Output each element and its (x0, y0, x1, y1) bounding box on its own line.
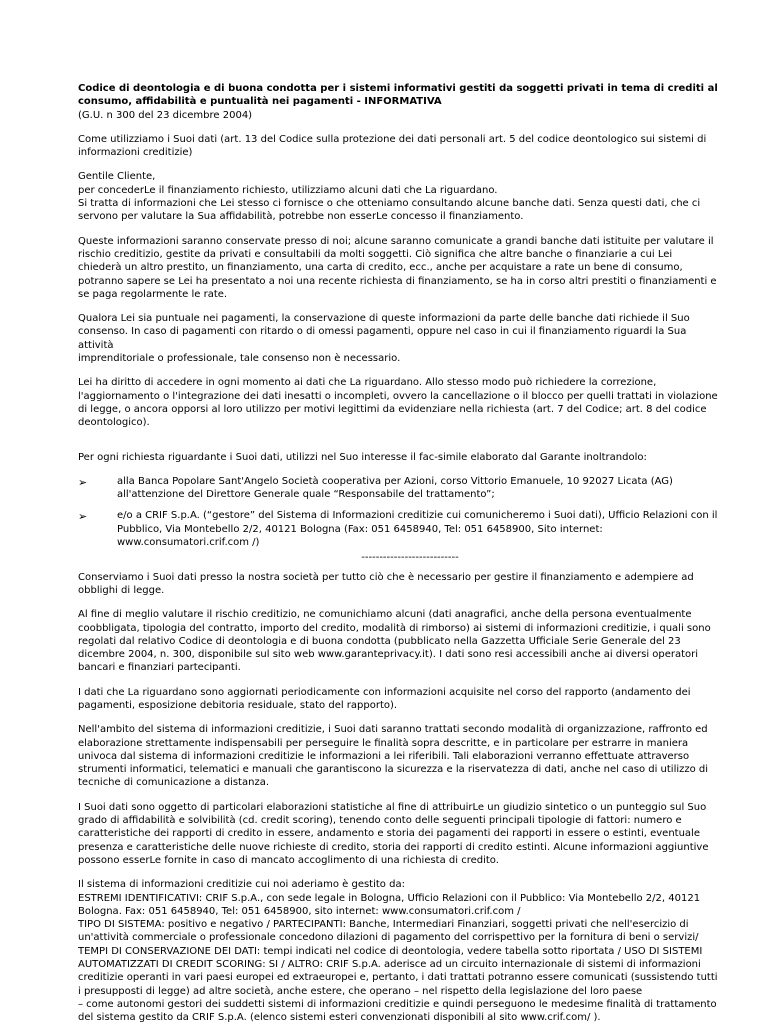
recipient-crif: e/o a CRIF S.p.A. (“gestore” del Sistema di Informazioni creditizie cui comunicheremo i Suoi dati), Ufficio Relazioni con il Pubblico, Via Montebello 2/2, 40121 Bologna (Fax: 051 6458940, Tel: 051 6458900, Sito internet: www.consumatori.crif.com /) (117, 510, 718, 549)
list-item (78, 475, 718, 502)
paragraph-retention: Conserviamo i Suoi dati presso la nostra società per tutto ciò che è necessario per gestire il finanziamento e adempiere ad obblighi di legge. (78, 571, 694, 596)
recipient-bank: alla Banca Popolare Sant'Angelo Società cooperativa per Azioni, corso Vittorio Emanuele, 10 92027 Licata (AG) all'attenzione del Direttore Generale quale “Responsabile del trattamento”; (117, 475, 673, 501)
gazzetta-reference: (G.U. n 300 del 23 dicembre 2004) (78, 109, 253, 121)
arrow-bullet-icon: ➢ (78, 510, 88, 524)
paragraph-data-usage: Come utilizziamo i Suoi dati (art. 13 del Codice sulla protezione dei dati personali art. 5 del codice deontologico sui sistemi di informazioni creditizie) (78, 133, 707, 159)
recipient-list (78, 475, 718, 549)
paragraph-crif-system: Il sistema di informazioni creditizie cui noi aderiamo è gestito da: ESTREMI IDENTIFICATIVI: CRIF S.p.A., con sede legale in Bologna, Ufficio Relazioni con il Pubblico: Via Montebello 2/2, 40121 Bologna. Fax: 051 6458940, Tel: 051 6458900, sito internet: www.consumatori.crif.com / TIPO DI SISTEMA: positivo e negativo / PARTECIPANTI: Banche, Intermediari Finanziari, soggetti privati che nell'esercizio di un'attività commerciale o professionale concedono dilazioni di pagamento del corrispettivo per la fornitura di beni o servizi/ TEMPI DI CONSERVAZIONE DEI DATI: tempi indicati nel codice di deontologia, vedere tabella sotto riportata / USO DI SISTEMI AUTOMATIZZATI DI CREDIT SCORING: SI / ALTRO: CRIF S.p.A. aderisce ad un circuito internazionale di sistemi di informazioni creditizie operanti in vari paesi europei ed extraeuropei e, pertanto, i dati trattati potranno essere comunicati (sussistendo tutti i presupposti di legge) ad altre società, anche estere, che operano – nel rispetto della legislazione del loro paese – come autonomi gestori dei suddetti sistemi di informazioni creditizie e quindi perseguono le medesime finalità di trattamento del sistema gestito da CRIF S.p.A. (elenco sistemi esteri convenzionati disponibili al sito www.crif.com/ ). (78, 879, 718, 1024)
paragraph-consent: Qualora Lei sia puntuale nei pagamenti, la conservazione di queste informazioni da parte delle banche dati richiede il Suo consenso. In caso di pagamenti con ritardo o di omessi pagamenti, oppure nel caso in cui il finanziamento riguardi la Sua attività imprenditoriale o professionale, tale consenso non è necessario. (78, 313, 690, 365)
paragraph-processing: Nell'ambito del sistema di informazioni creditizie, i Suoi dati saranno trattati secondo modalità di organizzazione, raffronto ed elaborazione strettamente indispensabili per perseguire le finalità sopra descritte, e in particolare per estrarre in maniera univoca dal sistema di informazioni creditizie le informazioni a lei riferibili. Tali elaborazioni verranno effettuate attraverso strumenti informatici, telematici e manuali che garantiscono la sicurezza e la riservatezza di dati, anche nel caso di utilizzo di tecniche di comunicazione a distanza. (78, 724, 709, 789)
paragraph-greeting: Gentile Cliente, per concederLe il finanziamento richiesto, utilizziamo alcuni dati che La riguardano. Si tratta di informazioni che Lei stesso ci fornisce o che otteniamo consultando alcune banche dati. Senza questi dati, che ci servono per valutare la Sua affidabilità, potrebbe non esserLe concesso il finanziamento. (78, 171, 701, 223)
paragraph-credit-risk: Al fine di meglio valutare il rischio creditizio, ne comunichiamo alcuni (dati anagrafici, anche della persona eventualmente coobbligata, tipologia del contratto, importo del credito, modalità di rimborso) ai sistemi di informazioni creditizie, i quali sono regolati dal relativo Codice di deontologia e di buona condotta (pubblicato nella Gazzetta Ufficiale Serie Generale del 23 dicembre 2004, n. 300, disponibile sul sito web www.garanteprivacy.it). I dati sono resi accessibili anche ai diversi operatori bancari e finanziari partecipanti. (78, 609, 711, 674)
informativa-document (78, 82, 718, 1036)
paragraph-rights: Lei ha diritto di accedere in ogni momento ai dati che La riguardano. Allo stesso modo può richiedere la correzione, l'aggiornamento o l'integrazione dei dati inesatti o incompleti, ovvero la cancellazione o il blocco per quelli trattati in violazione di legge, o ancora opporsi al loro utilizzo per motivi legittimi da evidenziare nella richiesta (art. 7 del Codice; art. 8 del codice deontologico). (78, 377, 718, 429)
separator-line: --------------------------- (361, 552, 459, 564)
paragraph-data-storage: Queste informazioni saranno conservate presso di noi; alcune saranno comunicate a grandi banche dati istituite per valutare il rischio creditizio, gestite da privati e consultabili da molti soggetti. Ciò significa che altre banche o finanziarie a cui Lei chiederà un altro prestito, un finanziamento, una carta di credito, ecc., anche per acquistare a rate un bene di consumo, potranno sapere se Lei ha presentato a noi una recente richiesta di finanziamento, se ha in corso altri prestiti o finanziamenti e se paga regolarmente le rate. (78, 235, 717, 300)
document-title: Codice di deontologia e di buona condotta per i sistemi informativi gestiti da soggetti privati in tema di crediti al consumo, affidabilità e puntualità nei pagamenti - INFORMATIVA (78, 83, 718, 108)
list-item (78, 509, 718, 549)
arrow-bullet-icon: ➢ (78, 475, 88, 489)
document-header (78, 82, 718, 122)
paragraph-credit-scoring: I Suoi dati sono oggetto di particolari elaborazioni statistiche al fine di attribuirLe un giudizio sintetico o un punteggio sul Suo grado di affidabilità e solvibilità (cd. credit scoring), tenendo conto delle seguenti principali tipologie di fattori: numero e caratteristiche dei rapporti di credito in essere, andamento e storia dei pagamenti dei rapporti in essere o estinti, eventuale presenza e caratteristiche delle nuove richieste di credito, storia dei rapporti di credito estinti. Alcune informazioni aggiuntive possono esserLe fornite in caso di mancato accoglimento di una richiesta di credito. (78, 801, 709, 866)
paragraph-updates: I dati che La riguardano sono aggiornati periodicamente con informazioni acquisite nel corso del rapporto (andamento dei pagamenti, esposizione debitoria residuale, stato del rapporto). (78, 686, 691, 711)
paragraph-request-instructions: Per ogni richiesta riguardante i Suoi dati, utilizzi nel Suo interesse il fac-simile elaborato dal Garante inoltrandolo: (78, 451, 647, 463)
